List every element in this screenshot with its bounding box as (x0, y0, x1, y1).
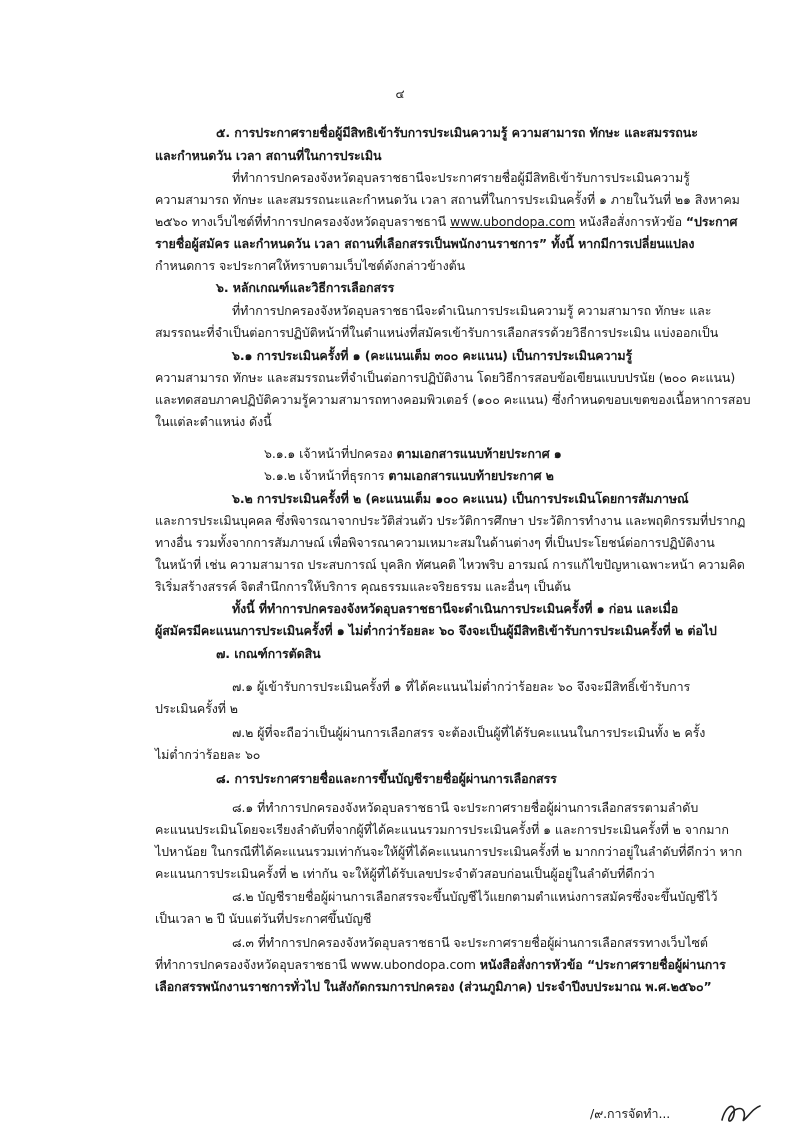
text-segment: ประเมินครั้งที่ ๒ (155, 701, 238, 716)
text-line (0, 557, 800, 573)
text-line (0, 535, 800, 551)
text-line (0, 125, 800, 141)
bold-segment: ตามเอกสารแนบท้ายประกาศ ๒ (388, 468, 554, 483)
text-line (0, 601, 800, 617)
text-line (0, 1106, 800, 1122)
text-segment: ที่ทำการปกครองจังหวัดอุบลราชธานีจะประกาศรายชื่อผู้มีสิทธิเข้ารับการประเมินความรู้ (232, 170, 690, 185)
text-line (0, 513, 800, 529)
text-segment: คะแนนการประเมินครั้งที่ ๒ เท่ากัน จะให้ผู้ที่ได้รับเลขประจำตัวสอบก่อนเป็นผู้อยู่ในลำดับที่ดีกว่า (155, 866, 655, 881)
text-segment: ๖. หลักเกณฑ์และวิธีการเลือกสรร (216, 280, 395, 295)
text-segment: ๗. เกณฑ์การตัดสิน (216, 646, 321, 661)
text-segment: ๕. การประกาศรายชื่อผู้มีสิทธิเข้ารับการประเมินความรู้ ความสามารถ ทักษะ และสมรรถนะ (216, 125, 698, 140)
text-line (0, 214, 800, 230)
text-segment: และการประเมินบุคคล ซึ่งพิจารณาจากประวัติส่วนตัว ประวัติการศึกษา ประวัติการทำงาน และพฤติกรรมที่ปรากฏ (155, 513, 746, 528)
text-segment: สมรรถนะที่จำเป็นต่อการปฏิบัติหน้าที่ในตำแหน่งที่สมัครเข้ารับการเลือกสรรด้วยวิธีการประเมิน แบ่งออกเป็น (155, 325, 719, 340)
text-segment: ไม่ต่ำกว่าร้อยละ ๖๐ (155, 747, 261, 762)
text-line (0, 725, 800, 741)
text-segment: เป็นเวลา ๒ ปี นับแต่วันที่ประกาศขึ้นบัญชี (155, 911, 372, 926)
text-segment: และกำหนดวัน เวลา สถานที่ในการประเมิน (155, 148, 382, 163)
text-segment: กำหนดการ จะประกาศให้ทราบตามเว็บไซต์ดังกล่าวข้างต้น (155, 258, 466, 273)
text-line (0, 623, 800, 639)
text-segment: ความสามารถ ทักษะ และสมรรถนะที่จำเป็นต่อการปฏิบัติงาน โดยวิธีการสอบข้อเขียนแบบปรนัย (๒๐๐ คะแนน) (155, 370, 736, 385)
text-segment: เลือกสรรพนักงานราชการทั่วไป ในสังกัดกรมการปกครอง (ส่วนภูมิภาค) ประจำปีงบประมาณ พ.ศ.๒๕๖๐” (155, 979, 712, 994)
text-line (0, 148, 800, 164)
text-line (0, 325, 800, 341)
text-line (0, 701, 800, 717)
text-line (0, 911, 800, 927)
text-line (0, 446, 800, 462)
text-segment: ที่ทำการปกครองจังหวัดอุบลราชธานี www.ubondopa.com (155, 957, 480, 972)
text-segment: ความสามารถ ทักษะ และสมรรถนะและกำหนดวัน เวลา สถานที่ในการประเมินครั้งที่ ๑ ภายในวันที่ ๒๑ สิงหาคม (155, 192, 740, 207)
text-line (0, 979, 800, 995)
text-segment: ที่ทำการปกครองจังหวัดอุบลราชธานีจะดำเนินการประเมินความรู้ ความสามารถ ทักษะ และ (232, 303, 712, 318)
text-segment: ทางอื่น รวมทั้งจากการสัมภาษณ์ เพื่อพิจารณาความเหมาะสมในด้านต่างๆ ที่เป็นประโยชน์ต่อการปฏิบัติงาน (155, 535, 715, 550)
text-line (0, 392, 800, 408)
page-number: ๔ (395, 87, 405, 101)
text-line (0, 866, 800, 882)
text-line (0, 414, 800, 430)
text-segment: ในแต่ละตำแหน่ง ดังนี้ (155, 414, 272, 429)
text-line (0, 679, 800, 695)
website-link[interactable]: www.ubondopa.com (450, 214, 576, 229)
text-segment: ๘.๓ ที่ทำการปกครองจังหวัดอุบลราชธานี จะประกาศรายชื่อผู้ผ่านการเลือกสรรทางเว็บไซต์ (232, 935, 708, 950)
text-line (0, 348, 800, 364)
text-segment: ในหน้าที่ เช่น ความสามารถ ประสบการณ์ บุคลิก ทัศนคติ ไหวพริบ อารมณ์ การแก้ไขปัญหาเฉพาะหน้า ความคิด (155, 557, 745, 572)
text-segment: ๖.๒ การประเมินครั้งที่ ๒ (คะแนนเต็ม ๑๐๐ คะแนน) เป็นการประเมินโดยการสัมภาษณ์ (232, 491, 689, 506)
text-segment: ๒๕๖๐ ทางเว็บไซต์ที่ทำการปกครองจังหวัดอุบลราชธานี (155, 214, 450, 229)
text-line (0, 957, 800, 973)
text-line (0, 579, 800, 595)
text-segment: รายชื่อผู้สมัคร และกำหนดวัน เวลา สถานที่เลือกสรรเป็นพนักงานราชการ” ทั้งนี้ หากมีการเปลี่ยนแปลง (155, 236, 695, 251)
signature-initial (716, 1098, 764, 1128)
text-line (0, 280, 800, 296)
text-segment: ๘. การประกาศรายชื่อและการขึ้นบัญชีรายชื่อผู้ผ่านการเลือกสรร (216, 771, 557, 786)
bold-segment: “ประกาศ (685, 214, 738, 229)
text-segment: ๘.๒ บัญชีรายชื่อผู้ผ่านการเลือกสรรจะขึ้นบัญชีไว้แยกตามตำแหน่งการสมัครซึ่งจะขึ้นบัญชีไว้ (232, 889, 718, 904)
text-line (0, 370, 800, 386)
text-segment: ๖.๑.๑ เจ้าหน้าที่ปกครอง (264, 446, 397, 461)
text-segment: คะแนนประเมินโดยจะเรียงลำดับที่จากผู้ที่ได้คะแนนรวมการประเมินครั้งที่ ๑ และการประเมินครั้งที่ ๒ จากมาก (155, 822, 729, 837)
text-segment: หนังสือสั่งการหัวข้อ (575, 214, 686, 229)
text-line (0, 303, 800, 319)
text-segment: ๖.๑.๒ เจ้าหน้าที่ธุรการ (264, 468, 389, 483)
text-line (0, 192, 800, 208)
text-segment: /๙.การจัดทำ... (590, 1106, 671, 1121)
text-line (0, 646, 800, 662)
text-line (0, 170, 800, 186)
text-segment: ผู้สมัครมีคะแนนการประเมินครั้งที่ ๑ ไม่ต่ำกว่าร้อยละ ๖๐ จึงจะเป็นผู้มีสิทธิเข้ารับการประเมินครั้งที่ ๒ ต่อไป (155, 623, 717, 638)
text-line (0, 889, 800, 905)
text-segment: ๗.๒ ผู้ที่จะถือว่าเป็นผู้ผ่านการเลือกสรร จะต้องเป็นผู้ที่ได้รับคะแนนในการประเมินทั้ง ๒ ครั้ง (232, 725, 706, 740)
bold-segment: ตามเอกสารแนบท้ายประกาศ ๑ (396, 446, 562, 461)
text-segment: ๘.๑ ที่ทำการปกครองจังหวัดอุบลราชธานี จะประกาศรายชื่อผู้ผ่านการเลือกสรรตามลำดับ (232, 800, 699, 815)
text-line (0, 822, 800, 838)
text-line (0, 468, 800, 484)
text-line (0, 800, 800, 816)
text-segment: ไปหาน้อย ในกรณีที่ได้คะแนนรวมเท่ากันจะให้ผู้ที่ได้คะแนนการประเมินครั้งที่ ๒ มากกว่าอยู่ในลำดับที่ดีกว่า หาก (155, 844, 743, 859)
text-line (0, 491, 800, 507)
text-segment: ริเริ่มสร้างสรรค์ จิตสำนึกการให้บริการ คุณธรรมและจริยธรรม และอื่นๆ เป็นต้น (155, 579, 571, 594)
text-line (0, 771, 800, 787)
text-segment: และทดสอบภาคปฏิบัติความรู้ความสามารถทางคอมพิวเตอร์ (๑๐๐ คะแนน) ซึ่งกำหนดขอบเขตของเนื้อหาการสอบ (155, 392, 751, 407)
text-line (0, 258, 800, 274)
text-line (0, 236, 800, 252)
text-segment: ทั้งนี้ ที่ทำการปกครองจังหวัดอุบลราชธานีจะดำเนินการประเมินครั้งที่ ๑ ก่อน และเมื่อ (232, 601, 679, 616)
text-line (0, 747, 800, 763)
bold-segment: หนังสือสั่งการหัวข้อ “ประกาศรายชื่อผู้ผ่านการ (479, 957, 726, 972)
text-line (0, 844, 800, 860)
text-segment: ๖.๑ การประเมินครั้งที่ ๑ (คะแนนเต็ม ๓๐๐ คะแนน) เป็นการประเมินความรู้ (232, 348, 633, 363)
text-segment: ๗.๑ ผู้เข้ารับการประเมินครั้งที่ ๑ ที่ได้คะแนนไม่ต่ำกว่าร้อยละ ๖๐ จึงจะมีสิทธิ์เข้ารับการ (232, 679, 691, 694)
text-line (0, 935, 800, 951)
